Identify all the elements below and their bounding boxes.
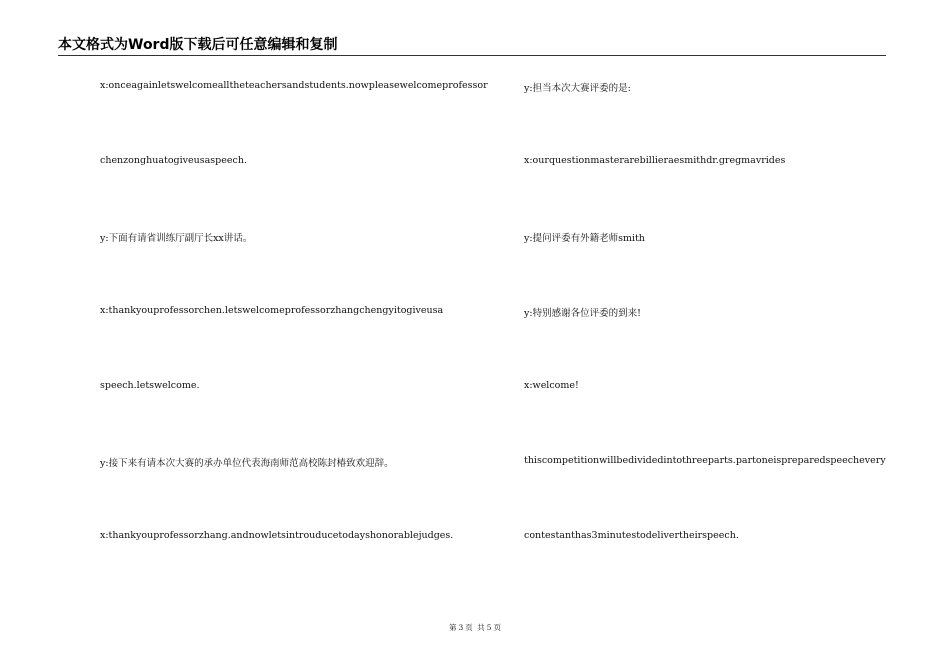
text-line: speech.letswelcome. xyxy=(100,380,200,391)
footer-current-page: 3 xyxy=(458,623,464,632)
footer-label-prefix: 第 xyxy=(449,623,457,632)
text-line: x:thankyouprofessorchen.letswelcomeprofessorzhangchengyitogiveusa xyxy=(100,305,444,316)
text-line: y:特别感谢各位评委的到来! xyxy=(524,308,641,319)
footer-label-total: 共 xyxy=(477,623,485,632)
footer-label-page: 页 xyxy=(465,623,473,632)
text-line: x:thankyouprofessorzhang.andnowletsintrouducetodayshonorablejudges. xyxy=(100,530,454,541)
footer-total-pages: 5 xyxy=(486,623,492,632)
page-header xyxy=(58,33,886,56)
text-line: thiscompetitionwillbedividedintothreeparts.partoneispreparedspeechevery xyxy=(524,455,886,466)
page-footer xyxy=(0,622,950,633)
text-line: contestanthas3minutestodelivertheirspeech. xyxy=(524,530,739,541)
header-title: 本文格式为Word版下载后可任意编辑和复制 xyxy=(58,37,338,53)
text-line: y:提问评委有外籍老师smith xyxy=(524,233,645,244)
footer-label-page2: 页 xyxy=(493,623,501,632)
text-line: x:welcome! xyxy=(524,380,579,391)
text-line: chenzonghuatogiveusaspeech. xyxy=(100,155,247,166)
text-line: y:担当本次大赛评委的是: xyxy=(524,83,631,94)
text-line: y:下面有请省训练厅副厅长xx讲话。 xyxy=(100,233,253,244)
text-line: x:ourquestionmasterarebillieraesmithdr.gregmavrides xyxy=(524,155,786,166)
text-line: x:onceagainletswelcomealltheteachersandstudents.nowpleasewelcomeprofessor xyxy=(100,80,488,91)
text-line: y:接下来有请本次大赛的承办单位代表海南师范高校陈封椿致欢迎辞。 xyxy=(100,458,394,469)
